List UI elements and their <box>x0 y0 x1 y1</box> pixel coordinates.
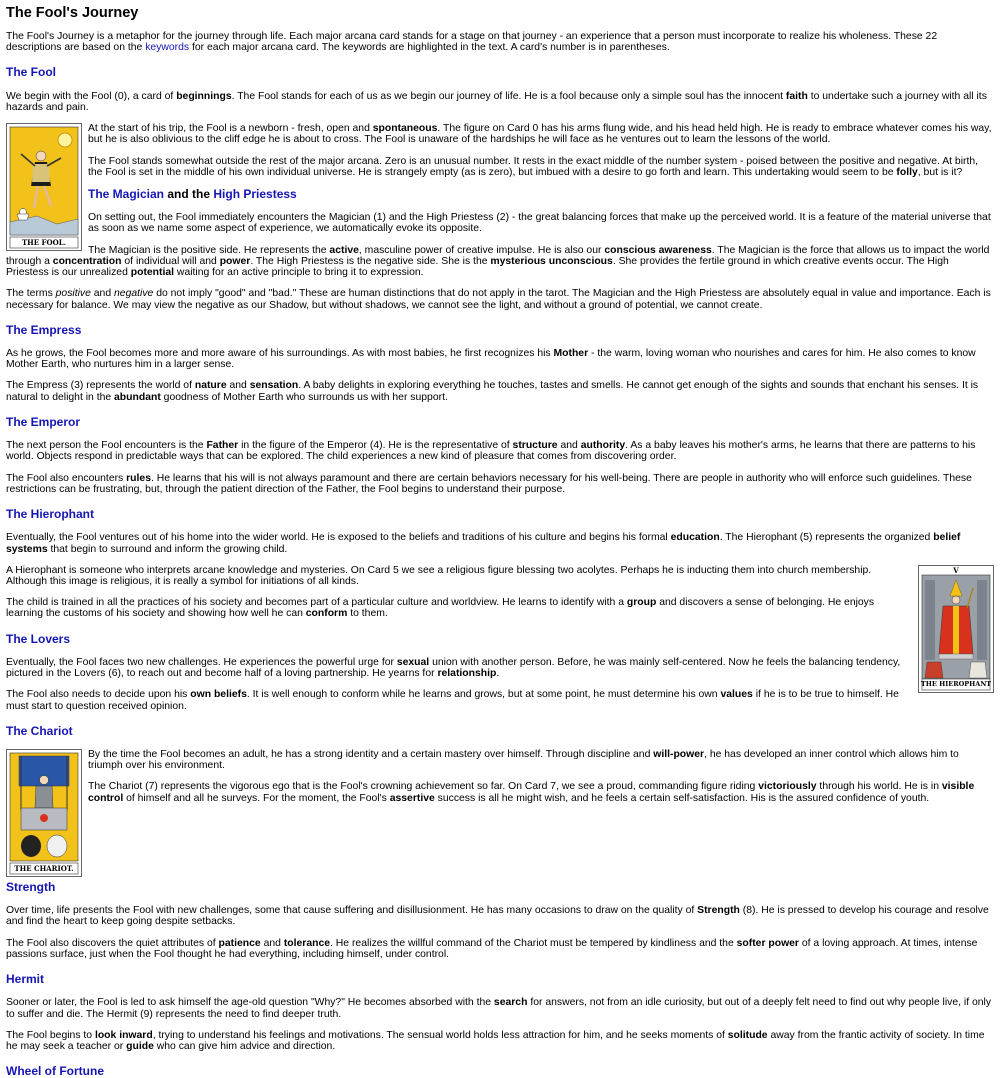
keyword: Mother <box>553 348 589 360</box>
text-span: . The Fool stands for each of us as we begin our journey of life. He is a fool because only a simple soul has the innocent <box>231 90 786 102</box>
hierophant-paragraph-1 <box>6 532 994 554</box>
keyword: relationship <box>437 668 497 680</box>
keyword: own beliefs <box>190 689 247 701</box>
text-span: who can give him advice and direction. <box>153 1041 336 1052</box>
keyword: Father <box>206 440 239 452</box>
keywords-link[interactable]: keywords <box>145 42 190 54</box>
keyword: power <box>219 255 251 267</box>
text-span: As he grows, the Fool becomes more and more aware of his surroundings. As with most babies, he first recognizes his <box>6 348 554 360</box>
keyword: tolerance <box>283 937 331 949</box>
keyword: belief systems <box>6 532 961 555</box>
text-span: . She provides the fertile ground in which creative events occur. The High Priestess is our unrealized <box>6 255 949 279</box>
text-span: and <box>260 937 284 949</box>
text-span: , he has developed an inner control which allows him to triumph over his environment. <box>88 748 959 772</box>
hierophant-card-label: THE HIEROPHANT <box>920 679 992 688</box>
lovers-paragraph-2 <box>6 689 994 711</box>
magician-paragraph-2 <box>6 245 994 279</box>
magician-paragraph-1: On setting out, the Fool immediately encounters the Magician (1) and the High Priestess (2) - the great balancing forces that make up the perceived world. It is a feature of the material universe that as soon as we name some aspect of experience, we automatically evoke its opposite. <box>88 212 991 235</box>
text-span: . A baby delights in exploring everything he touches, tastes and smells. He cannot get enough of the sights and sounds that enchant his senses. It is natural to delight in the <box>6 380 979 403</box>
text-span: . It is well enough to conform while he learns and grows, but at some point, he must determine his own <box>246 689 721 701</box>
fool-card-image <box>6 123 82 251</box>
text-span: . <box>496 668 500 680</box>
heading-strength: Strength <box>6 879 56 894</box>
text-span: Over time, life presents the Fool with new challenges, some that cause suffering and disillusionment. He has many occasions to draw on the quality of <box>6 905 698 917</box>
hierophant-card-numeral: V <box>953 565 959 575</box>
text-span: . As a baby leaves his mother's arms, he learns that there are patterns to his world. Objects respond in predictable ways that can be explored. The child experiences a new kind of pleasure that comes from discovering order. <box>6 440 976 463</box>
chariot-paragraph-1 <box>6 749 994 771</box>
keyword: sexual <box>396 656 430 668</box>
keyword: Strength <box>697 905 740 917</box>
chariot-card-label: THE CHARIOT. <box>14 863 74 873</box>
heading-magician-high-priestess <box>6 188 994 201</box>
text-span: . The High Priestess is the negative side. She is the <box>250 255 491 267</box>
heading-the-emperor: The Emperor <box>6 414 81 429</box>
hierophant-paragraph-3 <box>6 597 994 619</box>
emperor-paragraph-2 <box>6 473 994 495</box>
keyword: faith <box>785 90 808 102</box>
text-span: if he is to be true to himself. He must start to question received opinion. <box>6 689 899 712</box>
text-span: Eventually, the Fool ventures out of his home into the wider world. He is exposed to the beliefs and traditions of his culture and begins his formal <box>6 532 671 544</box>
text-span: and <box>90 288 115 300</box>
fool-card-label: THE FOOL. <box>21 238 67 248</box>
text-span: . He realizes the willful command of the Chariot must be tempered by kindliness and the <box>330 937 737 949</box>
keyword: conform <box>305 608 348 620</box>
text-span: . The figure on Card 0 has his arms flung wide, and his head held high. He is ready to embrace whatever comes his way, but he is also oblivious to the cliff edge he is about to cross. The Fool is unaware of the hardships he will face as he ventures out to learn the lessons of the world. <box>88 123 992 146</box>
text-span: do not imply "good" and "bad." These are human distinctions that do not apply in the tarot. The Magician and the High Priestess are absolutely equal in value and importance. Each is necessary for balance. We may view the negative as our Shadow, but without shadows, we cannot see the light, and without a ground of potential, we cannot create. <box>6 288 991 311</box>
text-span: The Empress (3) represents the world of <box>6 380 195 392</box>
heading-hermit: Hermit <box>6 972 45 987</box>
text-span: that begin to surround and inform the growing child. <box>47 543 288 555</box>
text-span: The terms <box>6 288 56 300</box>
text-span: of himself and all he surveys. For the moment, the Fool's <box>123 792 390 804</box>
keyword: values <box>720 689 753 701</box>
heading-wheel-of-fortune: Wheel of Fortune <box>6 1064 104 1078</box>
keyword: solitude <box>727 1029 768 1041</box>
text-span: in the figure of the Emperor (4). He is the representative of <box>238 440 513 452</box>
text-span: , trying to understand his feelings and motivations. The sensual world holds less attraction for him, and he seeks moments of <box>152 1029 728 1041</box>
text-span: . The Hierophant (5) represents the organized <box>719 532 934 544</box>
keyword: abundant <box>114 391 161 403</box>
heading-the-chariot: The Chariot <box>6 723 73 738</box>
text-span: At the start of his trip, the Fool is a newborn - fresh, open and <box>88 123 373 135</box>
text-span: waiting for an active principle to bring it to expression. <box>174 267 424 279</box>
fool-paragraph-2 <box>6 123 994 145</box>
strength-paragraph-1 <box>6 905 994 927</box>
text-span: through his world. He is in <box>816 781 942 793</box>
text-span: Sooner or later, the Fool is led to ask himself the age-old question "Why?" He becomes absorbed with the <box>6 997 494 1009</box>
keyword: authority <box>580 440 626 452</box>
keyword: mysterious unconscious <box>490 255 613 267</box>
lovers-paragraph-1 <box>6 657 994 679</box>
text-span: . The Magician is the force that allows us to impact the world through a <box>6 244 990 267</box>
keyword: patience <box>218 937 261 949</box>
emphasis-text: negative <box>114 288 154 300</box>
text-span: of a loving approach. At times, intense passions surface, just when the Fool thought he had everything, including himself, under control. <box>6 937 978 960</box>
hierophant-card-image <box>918 565 994 693</box>
text-span: By the time the Fool becomes an adult, he has a strong identity and a certain mastery over himself. Through discipline and <box>88 748 654 760</box>
heading-the-fool: The Fool <box>6 65 56 80</box>
keyword: education <box>670 532 720 544</box>
keyword: sensation <box>249 380 299 392</box>
text-span: The next person the Fool encounters is the <box>6 440 207 452</box>
text-span: The Fool begins to <box>6 1029 95 1041</box>
text-span: . He learns that his will is not always paramount and there are certain behaviors necessary for his well-being. There are people in authority who will enforce such guidelines. These restrictions can be frustrating, but, through the patient direction of the Father, the Fool begins to understand their purpose. <box>6 472 972 495</box>
keyword: softer power <box>736 937 799 949</box>
keyword: nature <box>194 380 227 392</box>
text-span: union with another person. Before, he was mainly self-centered. Now he feels the balancing tendency, pictured in the Lovers (6), to reach out and become half of a loving partnership. He yearns for <box>6 656 901 680</box>
keyword: will-power <box>653 748 705 760</box>
empress-paragraph-1 <box>6 348 994 370</box>
keyword: active <box>329 244 359 256</box>
text-span: We begin with the Fool (0), a card of <box>6 90 177 102</box>
intro-paragraph <box>6 31 994 53</box>
text-span: High Priestess <box>213 187 297 201</box>
text-span: to undertake such a journey with all its hazards and pain. <box>6 90 987 113</box>
text-span: (8). He is pressed to develop his courage and resolve and find the heart to keep going despite setbacks. <box>6 905 989 928</box>
text-span: The Fool's Journey is a metaphor for the journey through life. Each major arcana card stands for a stage on that journey - an experience that a person must incorporate to realize his wholeness. These 22 descriptions are based on the <box>6 30 938 54</box>
heading-the-lovers: The Lovers <box>6 631 71 646</box>
keyword: search <box>493 997 528 1009</box>
emphasis-text: positive <box>55 288 91 300</box>
text-span: The Fool stands somewhat outside the rest of the major arcana. Zero is an unusual number. It rests in the exact middle of the number system - poised between the positive and negative. At birth, the Fool is set in the middle of his own individual universe. He is strangely empty (as is zero), but imbued with a desire to go forth and learn. This undertaking would seem to be <box>88 155 979 178</box>
keyword: rules <box>126 472 151 484</box>
text-span: The Magician is the positive side. He represents the <box>88 244 330 256</box>
keyword: spontaneous <box>372 123 438 135</box>
text-span: to them. <box>347 608 388 620</box>
text-span: - the warm, loving woman who nourishes and cares for him. He also comes to know Mother Earth, who nurtures him in a larger sense. <box>6 348 976 371</box>
text-span: , masculine power of creative impulse. He is also our <box>358 244 605 256</box>
chariot-paragraph-2 <box>6 781 994 803</box>
text-span: The Magician <box>88 187 165 201</box>
keyword: visible control <box>88 781 975 804</box>
keyword: group <box>626 597 657 609</box>
fool-paragraph-1 <box>6 91 994 113</box>
heading-the-hierophant: The Hierophant <box>6 507 95 522</box>
keyword: potential <box>130 267 175 279</box>
text-span: Eventually, the Fool faces two new challenges. He experiences the powerful urge for <box>6 656 397 668</box>
text-span: The Fool also needs to decide upon his <box>6 689 191 701</box>
keyword: assertive <box>389 792 435 804</box>
page-title: The Fool's Journey <box>6 5 139 21</box>
magician-paragraph-3 <box>6 288 994 310</box>
text-span: The Chariot (7) represents the vigorous ego that is the Fool's crowning achievement so far. On Card 7, we see a proud, commanding figure riding <box>88 781 759 793</box>
keyword: conscious awareness <box>604 244 712 256</box>
text-span: for each major arcana card. The keywords are highlighted in the text. A card's number is in parentheses. <box>189 42 670 54</box>
hermit-paragraph-2 <box>6 1030 994 1052</box>
text-span: goodness of Mother Earth who surrounds us with her support. <box>160 391 448 403</box>
text-span: and <box>226 380 250 392</box>
text-span: and <box>557 440 581 452</box>
keyword: look inward <box>94 1029 153 1041</box>
keyword: victoriously <box>758 781 817 793</box>
text-span: The Fool also encounters <box>6 472 127 484</box>
text-span: for answers, not from an idle curiosity, but out of a deeply felt need to find out why people live, if only to suffer and die. The Hermit (9) represents the need to find deeper truth. <box>6 997 992 1020</box>
keyword: structure <box>512 440 558 452</box>
text-span: away from the frantic activity of society. In time he may seek a teacher or <box>6 1029 985 1052</box>
text-span: The child is trained in all the practices of his society and becomes part of a particular culture and worldview. He learns to identify with a <box>6 597 627 609</box>
text-span: of individual will and <box>121 255 220 267</box>
chariot-card-image <box>6 749 82 877</box>
emperor-paragraph-1 <box>6 440 994 462</box>
text-span: success is all he might wish, and he feels a certain self-satisfaction. His is the assured confidence of youth. <box>434 792 930 804</box>
empress-paragraph-2 <box>6 380 994 402</box>
text-span: and discovers a sense of belonging. He enjoys learning the customs of his society and showing how well he can <box>6 597 875 620</box>
text-span: and the <box>164 187 214 201</box>
keyword: folly <box>896 166 918 178</box>
fool-paragraph-3 <box>6 156 994 178</box>
keyword: guide <box>126 1041 154 1052</box>
text-span: , but is it? <box>917 166 963 178</box>
keyword: beginnings <box>176 90 232 102</box>
keyword: concentration <box>52 255 122 267</box>
hermit-paragraph-1 <box>6 997 994 1019</box>
heading-the-empress: The Empress <box>6 322 82 337</box>
strength-paragraph-2 <box>6 938 994 960</box>
text-span: The Fool also discovers the quiet attributes of <box>6 937 219 949</box>
hierophant-paragraph-2: A Hierophant is someone who interprets arcane knowledge and mysteries. On Card 5 we see a religious figure blessing two acolytes. Perhaps he is inducting them into church membership. Although this image is religious, it is really a symbol for initiations of all kinds. <box>6 564 872 587</box>
